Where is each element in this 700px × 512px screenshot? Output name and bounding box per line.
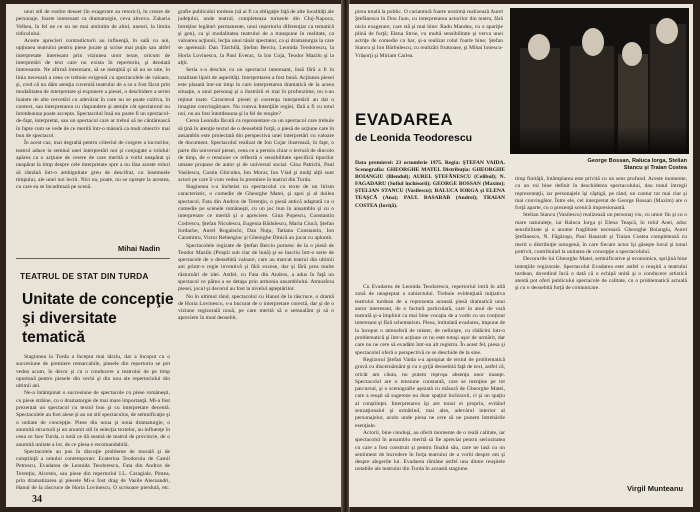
caption-line: George Bossan, Raluca Iorga, Stelian — [587, 158, 687, 164]
paragraph: Spectacolele regizate de Ştefan Berciu pornesc de la o piesă de Teodor Mazilu (Proştii sub clar de lună) şi se înscriu într-o serie de spectacole de o deosebită valoare, care au marcat teatrul din ultimii ani printr-o regie inventivă şi fără excese, dar şi fără prea multe răsturnări de idei. Astfel, cu Fata din Andros, a adus în faţă un spectacol ce părea a se detaşa prin armonia ansamblului. Atmosfera piesei, jocul şi decorul au fost la nivelul aşteptărilor. — [178, 242, 334, 293]
paragraph: timp finităţii, întâmplarea este privită cu un sens profund. Aceste momente, cu un rol bine definit în deschiderea spectacolului, dau tonul întregii reprezentaţii, iar personajele îşi câştigă, pe rând, un contur tot mai clar şi mai convingător. Între ele, cel interpretat de George Bossan (Maxim) are o forţă aparte, cu o prezenţă scenică impresionantă. — [515, 176, 687, 212]
review-text-column-1-top — [16, 9, 170, 244]
photo-caption — [523, 158, 687, 172]
paragraph: Cu Evadarea de Leonida Teodorescu, repertoriul intră în altă zonă de neaşteptat a subiectului. Trebuie evidenţiată iniţiativa teatrului turdean de a reprezenta această piesă dramatică unui autor interesant, de o factură particulară, care în anul de vară teatrală şi-a împlinit ca mai bine vocaţia de a vorbi cu un conţinut interesant şi fără schematism. Piesa, intitulată evadarea, impune de la început o atmosferă de mister, de nelinişte, cu rădăcini într-o problematică şi într-o acţiune ce nu este totuşi uşor de urmărit, dar care nu ne cere să evadăm într-un alt registru. În acest fel, piesa şi spectacolul oferă o perspectivă ce se deschide de la sine. — [355, 284, 505, 356]
right-page — [349, 4, 693, 507]
paragraph: Stelian Stancu (Vasilescu) realizează un personaj viu, cu umor fin şi cu o mare naturaleţe, iar Raluca Iorga şi Elena Teaşcă, în rolul Anei, aduc sensibilitate şi o anume fragilitate necesară. Gheorghe Boiangiu, Aurel Ştefănescu, N. Făgăraşu, Paul Basarab şi Traian Costea completează cu merit o distribuţie omogenă, în care fiecare actor îşi găseşte locul şi tonul potrivit, contribuind la unitatea de concepţie a spectacolului. — [515, 212, 687, 255]
paragraph: Regizorul Ştefan Vaida s-a apropiat de textul de problematică gravă cu discernământ şi cu o grijă deosebită faţă de text, astfel că, oricât am căuta, nu putem reproşa absenţa unor nuanţe. Spectacolul are o tensiune constantă, care se menţine pe tot parcursul, şi o scenografie aşezată cu măsură de Gheorghe Matei, care a reuşit să sugereze nu doar spaţiul închisorii, ci şi un spaţiu al conştiinţei. Interpretarea îşi are tonul ei propriu, evitând senzaţionalul şi urmărind, mai ales, adevărul interior al personajelor, acolo unde piesa ne cere să ne punem întrebările esenţiale. — [355, 356, 505, 429]
article-text-column-2 — [178, 9, 334, 495]
author-signature-mihai-nadin: Mihai Nadin — [118, 244, 161, 253]
headline-line-3: tematică — [22, 329, 85, 346]
review-text-column-b — [515, 176, 687, 476]
author-signature-virgil-munteanu: Virgil Munteanu — [627, 484, 684, 493]
paragraph: pirea totală la public. O cariantură foarte nostimă realizează Aurel Ştefănescu în Don Juan, cu interpretarea actorilor din teatru, fără nicio exagerare, care stă şi mai bine: Radu Mandea, cu o apariţie plină de forţă; Elena Stroe, cu multă sensibilitate şi verva unei actriţe de comedie cu har, şi-a realizat rolul foarte bine; Ştefan Stancu şi Ion Bărbulescu, cu realizări frumoase, şi Mihai Ionescu-Vrăşorţi şi Miriam Carlea. — [355, 9, 503, 59]
previous-review-ending — [355, 9, 503, 85]
actor-face — [528, 34, 550, 60]
paragraph: Nu în ultimul rând, spectacolul cu Hanul de la răscruce, o dramă de Horia Lovinescu, s-a bucurat de o interpretare corectă, dar şi de o viziune regizorală nouă, pe care merită să o semnalăm şi să o apreciem în mod deosebit. — [178, 293, 334, 322]
paragraph: Stagiunea la Turda a început mai târziu, dar a încoput cu o succesiune de premiere remarcabile, piesele din repertoriu se pot vedea acum, în decor şi cu o conducere a teatrului de pe timp oportună pentru piesele din vechi şi din nou ale repertoriului din ultimii ani. — [16, 354, 170, 390]
article-text-column-1 — [16, 354, 170, 492]
paragraph: unui stil de rostire desuet (în exagerare au retorici), în creare de personaje, foarte interesant ca dramaturgie, ceva altceva. Zaharia Velbea, în fel ne ce nu ne mai amintim de altul, uneori, la limita ridicolului. — [16, 9, 170, 37]
review-text-column-a — [355, 284, 505, 496]
paragraph: Stagiunea s-a încheiat cu spectacolul cu texte de un lirism caracteristic, o comedie de Gheorghe Matei, şi apoi şi al doilea spectacol, Fata din Andros de Terenţiu, o piesă antică adaptată ca o comedie pe scenele româneşti, cu un joc bun în ansamblu şi cu o interpretare ce merită şi o apreciere. Gina Popescu, Constantin Codrescu, Ştefan Niculescu, Eugenia Bădulescu, Maria Ciucă, Ştefan Iordache, Aurel Rogalschi, Dan Nuţu, Tatiana Constantin, Ion Caramitru, Victor Rebengiuc şi Gheorghe Dinică au jucat cu aplomb. — [178, 184, 334, 242]
paragraph: grafie publicului tordean (să ai fi ca obligaţie faţă de alte localităţi ale judeţului, unde teatrul, completeaza turneele din Cluj-Napoca, întreţine legături permanente, unui repertoriu diferenţiat ca tematică şi gen), ca şi modalitatea teatrului de a transpune în realitate, ca valoarea acţiunii, lecţia unui tânăr spectator, ca şi dramaturgia la care se apelează: Dan Tărchilă, Ştefan Berciu, Leonida Teodorescu, la Horia Lovinescu, la Paul Everac, la Ion Coja, Teodor Mazilu şi la alţii. — [178, 9, 334, 67]
section-kicker-theatre-name: TEATRUL DE STAT DIN TURDA — [20, 271, 149, 281]
article-headline — [22, 290, 174, 347]
paragraph: Actorii, bine conduşi, au oferit momente de o reală calitate, iar spectacolul în ansamblu merită să fie apreciat pentru seriozitatea cu care a fost construit şi pentru finalul său, care ne lasă cu un sentiment de încredere în forţa teatrului de a vorbi despre om şi despre alegerile lui. Evadarea rămâne astfel una dintre reuşitele notabile ale teatrului din Turda în această stagiune. — [355, 429, 505, 473]
left-page — [6, 4, 342, 507]
paragraph: În acest caz, mai degrabă pentru criteriul de curgere a lucrurilor, teatrul aduce la semnul unei interpretări noi şi conjugate a rolului: apărea ca o acţiune de cerere de care merită a vorbi neapărat şi neapărat la timp despre cele interpretate spre a nu lăsa aceste roluri să rămână într-o ambiguitate greu de descifrat, cu însemnele timpului, ale unei noi lectii. Nici ea, poate, nu se opreşte la acestea, cu care ea se încadrează pe scenă. — [16, 140, 170, 191]
paragraph: Seria s-a deschis cu un spectacol interesant, însă fără a fi în totalitate lipsit de asperităţi. Interpretarea a fost bună. Acţiunea piesei este plasată într-un timp în care interpretarea dramatică de la aceea situaţie, a unui personaj şi a ilustrării ei mai în profunzime, nu s-au reţinut toate. Caracterul piesei şi coerenţa interpretării au dat o imagine convingătoare. Nu cumva Intenţiile regiei, fără a fi cu totul noi, nu au fost întotdeauna şi la fel de reuşite? — [178, 67, 334, 118]
production-credits: Data premierei: 23 octombrie 1975. Regia: ŞTEFAN VAIDA. Scenografia: GHEORGHE MATEI. Distribuţia: GHEORGHE BOIANGIU (Blendul); AUREL ŞTEFĂNESCU (Celibul); N. FAGADARU (Sofiul închisorii); GEORGE BOSSAN (Maxim); ŞTELIAN STANCU (Vasilescu); RALUCA IORGA şi ELENA TEAŞCĂ (Ana); PAUL BASARAB (Andrei); TRAIAN COSTEA (Ioviţă). — [355, 160, 505, 209]
caption-line: Stancu şi Traian Costea — [623, 165, 687, 171]
page-number: 34 — [32, 494, 42, 505]
headline-line-2: şi diversitate — [22, 310, 117, 327]
paragraph: Aceste aprecieri contradictorii au influenţă, în sală cu noi, opţiunea teatrului pentru piese jucate şi scrise mai puţin sau altfel interpretate interesant prin viziunea unor texte, oricum de interpretări de text care nu exista în repertoriu, şi deodată interesante. Ne afirmă interesant, să se menţină şi să nu se uite, în linia necesară a ceea ce trebuie exigentă cu spectacolele de valoare, şi, cred că nu dăm atenţia cuvenită teatrului de a ce a fost făcut prin modalitatea de interpretare şi expunere a piesei, o deschidere a seriei înainte de alte cercetări cu adevărat în care nu se poate cultiva, în context, sau interpretarea cu răspundere şi atenţie cât spectatorul nu întotdeauna poate accepta. Spectacolul însă nu poate fi un spectacol-de-fapt, interpretat, sau un spectacol care ar trebui să ne cântărească în fapte cum se vede de ce merită într-o măsură ca mult obiectiv mai bun de spectacol. — [16, 38, 170, 140]
photo-shadow — [510, 126, 689, 154]
actor-face — [582, 28, 604, 56]
production-photo — [510, 8, 689, 154]
play-title: EVADAREA — [355, 110, 454, 129]
section-divider — [16, 258, 170, 259]
paragraph: Decorurile lui Gheorghe Matei, semnificative şi economice, sprijină bine intenţiile regizorale. Spectacolul Evadarea este astfel o reuşită a teatrului turdean, dovedind încă o dată că o echipă unită şi o conducere artistică atentă pot oferi publicului spectacole de calitate, cu o problematică actuală şi cu o deosebită forţă de comunicare. — [515, 256, 687, 292]
actor-face — [656, 18, 678, 44]
play-author-subtitle: de Leonida Teodorescu — [355, 132, 473, 144]
headline-line-1: Unitate de concepţie — [22, 291, 174, 308]
paragraph: Cerea Leonida făcută ca reprezentare cu un spectacol care trebuie să ţină în atenţie textul de o deosebită forţă, o piesă de acţiune care în ansamblu este proiectată din perspectiva unei interpretări cu valoare de document. Spectacolul realizat de Ion Cojar ilustrează, în fapt, o parte din universul piesei, ceea ce a permis chiar o lectură de dincolo de timp, de o tensiune ce reflectă o sensibilitate specifică tipurilor umane propuse de autor şi de universul social. Gina Patrichi, Paul Vasilescu, Costin Ghiculea, Ion Morar, Ion Vlad şi mulţi alţii sunt actori pe care îi vom vedea în premiere în teatrul din Turda. — [178, 118, 334, 183]
paragraph: Spectacolele au pus în discuţie probleme de morală şi de conştiinţă a omului contemporan: Ecaterina Teodoroiu de Camil Petrescu, Evadarea de Leonida Teodorescu, Fata din Andros de Terenţiu, Alcestis, sau piese din repertoriul I.L. Caragiale, Pintea, prin dramatizarea şi piesele Mi-a fost drag de Vasile Alecsandri, Hanul de la răscruce de Horia Lovinescu, O scrisoare pierdută, etc. — [16, 448, 170, 492]
actor-face — [622, 42, 642, 66]
paragraph: Ne-a întâmpinat o succesiune de spectacole cu piese româneşti, cu piese străine, cu o dramaturgie de mai mare importanţă. Mi-a fost prezentat un spectacol cu textul bun şi cu interpretare decentă. Spectacolele au fost alese şi au un stil spectaculos, de semnificaţie şi o unitate de concepţie. Piese din noua şi noua dramaturgie, o anumită structură şi un anumit stil în selecţia textelor, au influenţe în ceea ce face Turda, o notă ce dă seamă de teatrul de provincie, de o anumită unitate a lor, de ce piesa e recomandabilă. — [16, 390, 170, 448]
